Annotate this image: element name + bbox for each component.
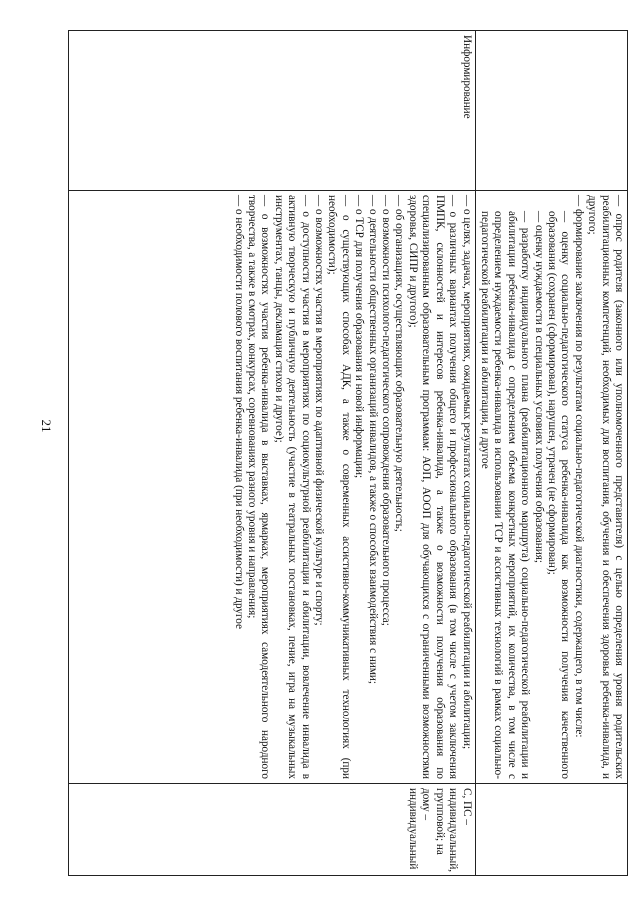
list-item: — о различных вариантах получения общего и профессионального образования (в том числе с учетом заключения ПМПК, склонностей и интересов ребенка-инвалида, а также о возможности получения образования по специализированным образовательным программам: АОП, АООП для обучающихся с ограниченными возможностями здоровья, СИПР и другого); bbox=[406, 195, 460, 779]
section-cell bbox=[475, 31, 627, 191]
list-item: — о необходимости полового воспитания ребенка-инвалида (при необходимости) и другое bbox=[232, 195, 245, 629]
rehabilitation-table bbox=[68, 30, 628, 876]
list-item: — об организациях, осуществляющих образовательную деятельность; bbox=[393, 195, 406, 532]
rotated-table-sheet bbox=[68, 30, 628, 875]
list-item: — о возможностях участия ребенка-инвалида в выставках, ярмарках, мероприятиях самодеятельного народного творчества, а также в смотрах, конкурсах, соревнованиях разного уровня и направления; bbox=[246, 195, 272, 779]
table-row bbox=[475, 31, 627, 876]
section-cell: Информирование bbox=[69, 31, 476, 191]
list-item: — опрос родителя (законного или уполномоченного представителя) с целью определения уровня родительских реабилитационных компетенций, необходимых для воспитания, обучения и обеспечения здоровья ребенка-инвалида, и другого; bbox=[586, 195, 625, 779]
list-item: — разработку индивидуального плана (реабилитационного маршрута) социально-педагогической реабилитации и абилитации ребенка-инвалида с определением объема конкретных мероприятий, их количества, в том числе с определением нуждаемости ребенка-инвалида в использовании ТСР и ассистивных технологий в рамках социально-педагогической реабилитации и абилитации, и другое bbox=[478, 211, 532, 779]
list-item: — о деятельности общественных организаций инвалидов, а также о способах взаимодействия с ними; bbox=[366, 195, 379, 685]
list-item: — о существующих способах АДК, а также о современных ассистивно-коммуникативных технологиях (при необходимости); bbox=[326, 195, 352, 779]
list-item: — о возможности психолого-педагогического сопровождения образовательного процесса; bbox=[380, 195, 393, 626]
list-item: — о доступности участия в мероприятиях по социокультурной реабилитации и абилитации, вовлечение инвалида в активную творческую и публичную деятельность (участие в театральных постановках, пение, игра на музыкальных инструментах, танцы, декламация стихов и другое); bbox=[272, 195, 312, 779]
list-item: — формирование заключения по результатам социально-педагогической диагностики, содержащего, в том числе: bbox=[572, 195, 585, 738]
list-item: — оценку социально-педагогического статуса ребенка-инвалида как возможности получения качественного образования (сохранен (сформирован), нарушен, утрачен (не сформирован); bbox=[545, 211, 572, 779]
page-number: 21 bbox=[39, 419, 54, 433]
content-cell bbox=[475, 191, 627, 784]
list-item: — о целях, задачах, мероприятиях, ожидаемых результатах социально-педагогической реабилитации и абилитации; bbox=[460, 195, 473, 750]
content-cell bbox=[69, 191, 476, 784]
form-cell: С, ПС – индивидуальный, групповой; на дому – индивидуальный bbox=[69, 784, 476, 876]
form-cell bbox=[475, 784, 627, 876]
list-item: — о ТСР для получения образования и новой информации; bbox=[353, 195, 366, 479]
list-item: — о возможностях участия в мероприятиях по адаптивной физической культуре и спорту; bbox=[313, 195, 326, 626]
table-row bbox=[69, 31, 476, 876]
list-item: — оценку нуждаемости в специальных условиях получения образования; bbox=[532, 211, 545, 563]
